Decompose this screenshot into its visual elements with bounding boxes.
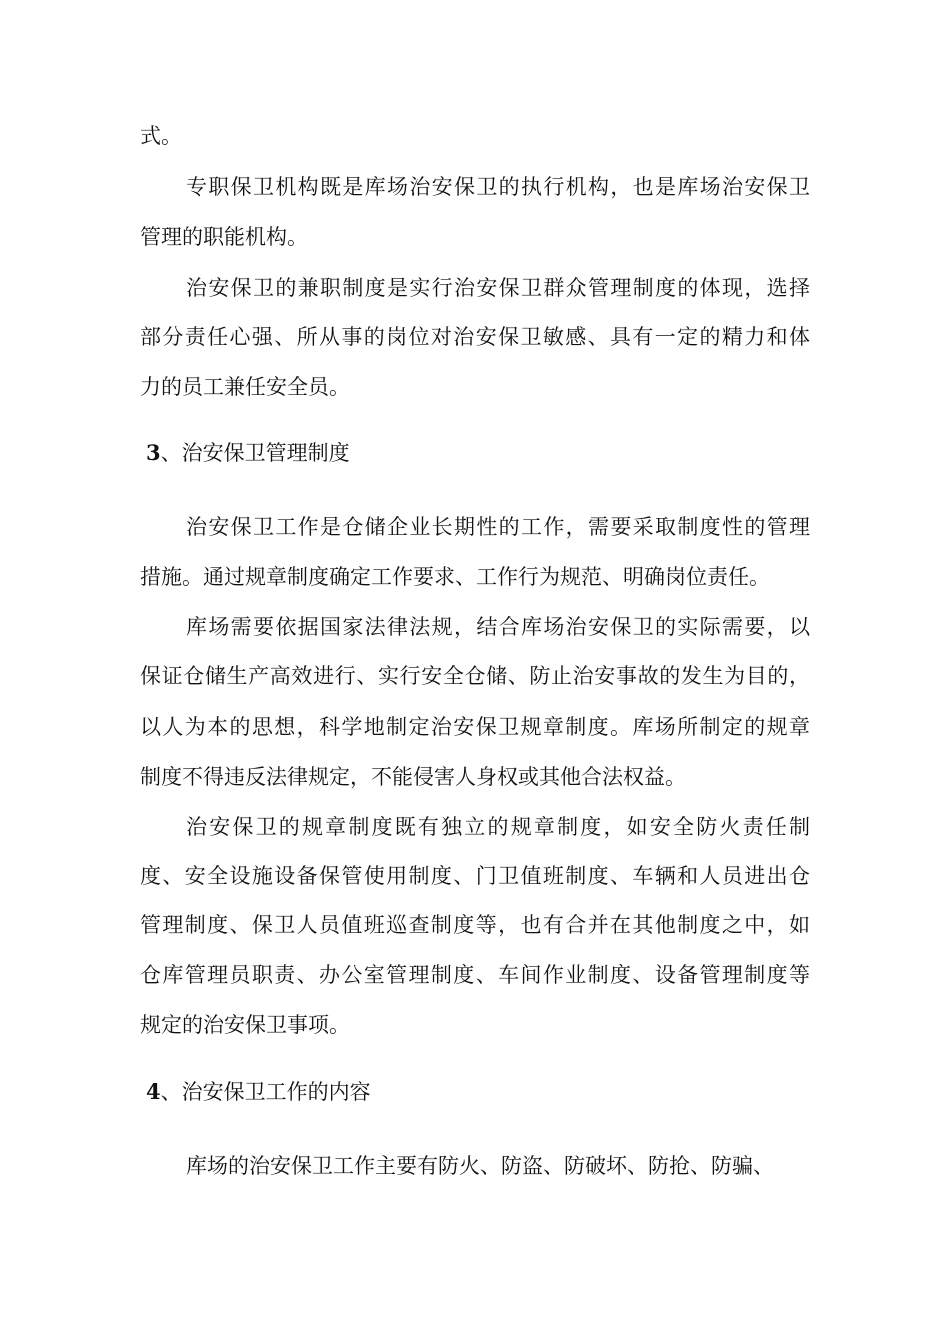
section-heading [146,1077,371,1107]
paragraph-line: 力的员工兼任安全员。 [140,375,350,399]
paragraph-line: 式。 [140,124,182,148]
paragraph-line: 库场的治安保卫工作主要有防火、防盗、防破坏、防抢、防骗、 [186,1154,774,1178]
section-number: 3 [146,440,161,465]
section-title: 、治安保卫管理制度 [160,441,350,465]
paragraph-line: 治安保卫的兼职制度是实行治安保卫群众管理制度的体现，选择 [186,276,810,300]
paragraph-line: 专职保卫机构既是库场治安保卫的执行机构，也是库场治安保卫 [186,175,810,199]
paragraph-line: 以人为本的思想，科学地制定治安保卫规章制度。库场所制定的规章 [140,715,810,739]
paragraph-line: 规定的治安保卫事项。 [140,1013,350,1037]
section-heading [146,438,350,468]
paragraph-line: 治安保卫工作是仓储企业长期性的工作，需要采取制度性的管理 [186,515,810,539]
paragraph-line: 管理制度、保卫人员值班巡查制度等，也有合并在其他制度之中，如 [140,913,810,937]
paragraph-line: 措施。通过规章制度确定工作要求、工作行为规范、明确岗位责任。 [140,565,770,589]
paragraph-line: 管理的职能机构。 [140,225,308,249]
section-number: 4 [146,1079,161,1104]
section-title: 、治安保卫工作的内容 [160,1080,371,1104]
paragraph-line: 保证仓储生产高效进行、实行安全仓储、防止治安事故的发生为目的， [140,664,810,688]
paragraph-line: 度、安全设施设备保管使用制度、门卫值班制度、车辆和人员进出仓 [140,864,810,888]
paragraph-line: 治安保卫的规章制度既有独立的规章制度，如安全防火责任制 [186,815,810,839]
paragraph-line: 库场需要依据国家法律法规，结合库场治安保卫的实际需要，以 [186,615,810,639]
paragraph-line: 制度不得违反法律规定，不能侵害人身权或其他合法权益。 [140,765,686,789]
paragraph-line: 部分责任心强、所从事的岗位对治安保卫敏感、具有一定的精力和体 [140,325,810,349]
paragraph-line: 仓库管理员职责、办公室管理制度、车间作业制度、设备管理制度等 [140,963,810,987]
